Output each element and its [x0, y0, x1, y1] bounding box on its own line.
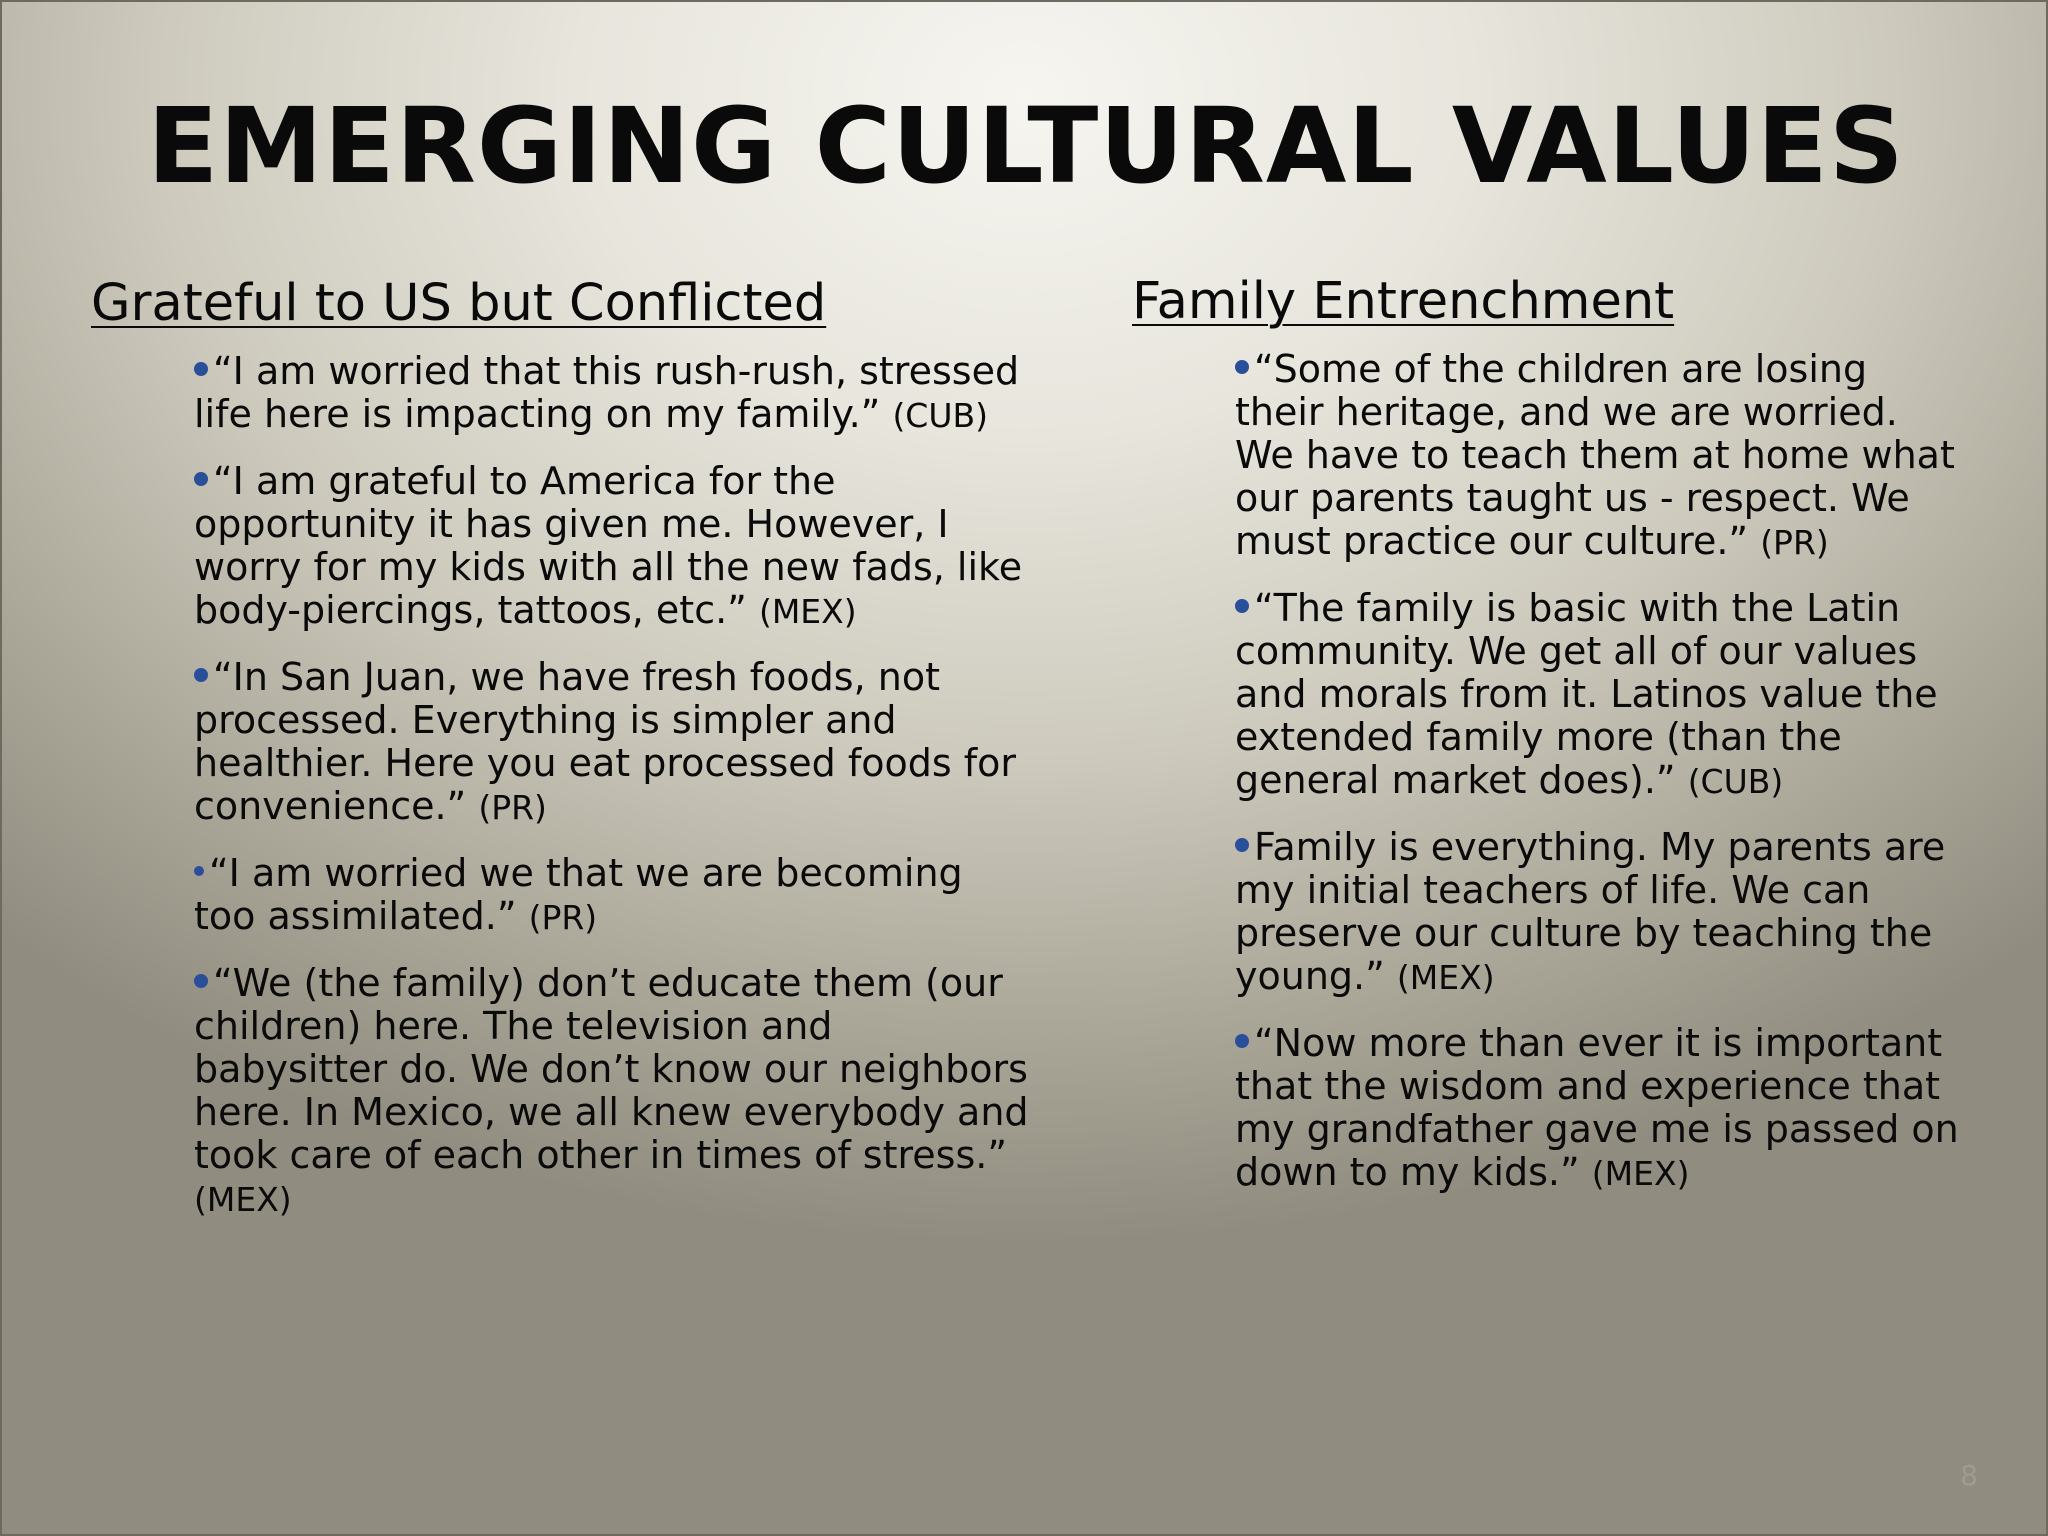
bullet-icon	[1235, 599, 1249, 613]
quote-text: “I am worried we that we are becoming too assimilated.”	[194, 851, 963, 938]
quote-item	[1235, 826, 1962, 999]
quote-item	[194, 852, 1031, 939]
quote-text: “I am worried that this rush-rush, stressed life here is impacting on my family.”	[194, 349, 1020, 436]
quote-origin: (MEX)	[194, 1180, 292, 1219]
quote-item	[194, 656, 1031, 829]
quote-item	[194, 350, 1031, 437]
quote-text: “We (the family) don’t educate them (our children) here. The television and babysitter do. We don’t know our neighbors here. In Mexico, we all knew everybody and took care of each other in times of stress.”	[194, 961, 1029, 1177]
slide-title: EMERGING CULTURAL VALUES	[147, 85, 1905, 207]
quote-text: Family is everything. My parents are my initial teachers of life. We can preserve our culture by teaching the young.”	[1235, 825, 1946, 998]
quote-origin: (CUB)	[892, 396, 989, 435]
quote-item	[1235, 1022, 1962, 1195]
quote-origin: (PR)	[1760, 523, 1829, 562]
quote-item	[1235, 348, 1962, 564]
bullet-icon	[1235, 838, 1249, 852]
quote-text: “I am grateful to America for the opportunity it has given me. However, I worry for my kids with all the new fads, like body-piercings, tattoos, etc.”	[194, 459, 1023, 632]
quote-origin: (CUB)	[1687, 762, 1784, 801]
page-number: 8	[1960, 1459, 1978, 1492]
quote-text: “Now more than ever it is important that the wisdom and experience that my grandfather gave me is passed on down to my kids.”	[1235, 1021, 1959, 1194]
bullet-icon	[1235, 1034, 1249, 1048]
quote-text: “In San Juan, we have fresh foods, not processed. Everything is simpler and healthier. Here you eat processed foods for convenience.”	[194, 655, 1016, 828]
right-quote-list	[1132, 348, 1962, 1195]
bullet-icon	[1235, 360, 1249, 374]
bullet-icon	[194, 866, 204, 876]
quote-text: “Some of the children are losing their heritage, and we are worried. We have to teach them at home what our parents taught us - respect. We must practice our culture.”	[1235, 347, 1955, 563]
right-column	[1132, 270, 1962, 1218]
bullet-icon	[194, 668, 208, 682]
quote-item	[194, 962, 1031, 1221]
bullet-icon	[194, 362, 208, 376]
left-quote-list	[91, 350, 1031, 1221]
quote-origin: (MEX)	[1591, 1154, 1690, 1193]
left-column	[91, 272, 1031, 1244]
quote-item	[1235, 587, 1962, 803]
quote-text: “The family is basic with the Latin community. We get all of our values and morals from it. Latinos value the extended family more (than the general market does).”	[1235, 586, 1938, 802]
right-column-heading: Family Entrenchment	[1132, 272, 1675, 331]
quote-origin: (PR)	[528, 898, 598, 937]
quote-origin: (MEX)	[1396, 958, 1495, 997]
quote-origin: (PR)	[478, 788, 547, 827]
bullet-icon	[194, 974, 208, 988]
bullet-icon	[194, 472, 208, 486]
left-column-heading: Grateful to US but Conflicted	[91, 274, 827, 333]
quote-item	[194, 460, 1031, 633]
quote-origin: (MEX)	[758, 592, 857, 631]
